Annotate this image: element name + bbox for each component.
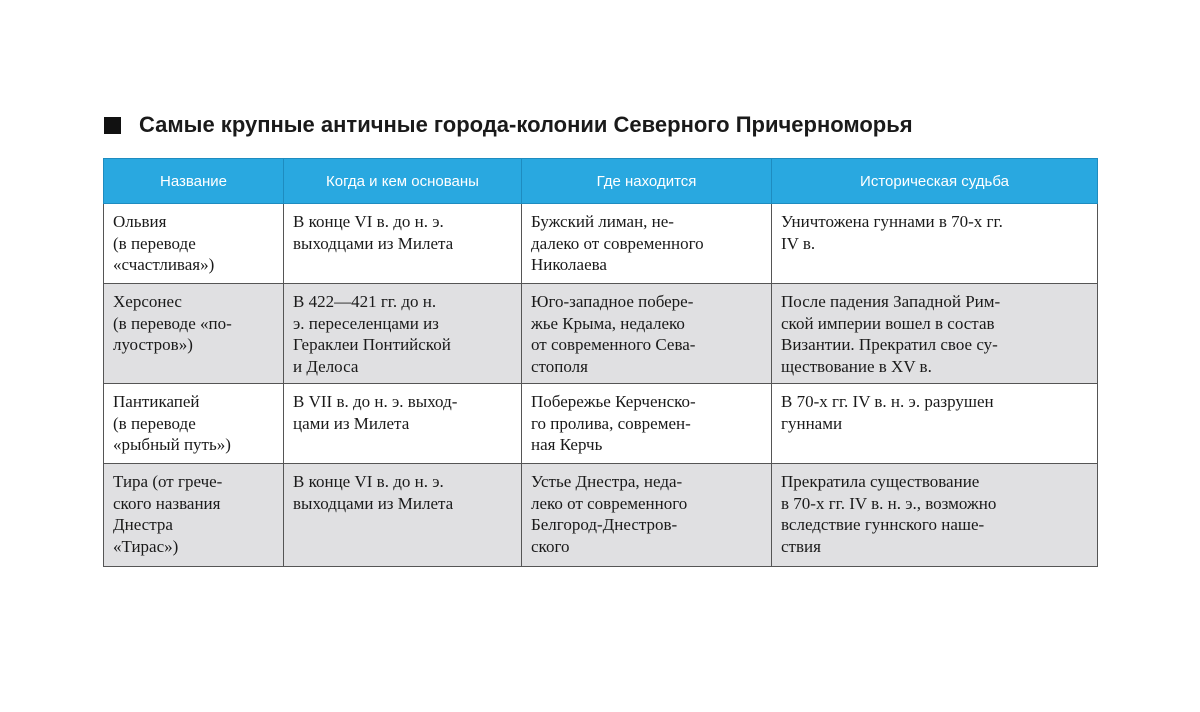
header-fate: Историческая судьба: [772, 159, 1098, 204]
cell-name: Тира (от грече- ского названия Днестра «Тирас»): [104, 464, 284, 567]
square-bullet-icon: [104, 117, 121, 134]
cell-fate: Прекратила существование в 70-х гг. IV в. н. э., возможно вследствие гуннского наше- ствия: [772, 464, 1098, 567]
table-title-text: Самые крупные античные города-колонии Северного Причерноморья: [139, 112, 913, 137]
header-founded: Когда и кем основаны: [284, 159, 522, 204]
cell-founded: В конце VI в. до н. э. выходцами из Милета: [284, 464, 522, 567]
table-header-row: [104, 159, 1098, 204]
colonies-table: [103, 158, 1098, 567]
table-row: [104, 384, 1098, 464]
table-row: [104, 464, 1098, 567]
table-row: [104, 284, 1098, 384]
cell-fate: В 70-х гг. IV в. н. э. разрушен гуннами: [772, 384, 1098, 464]
cell-location: Побережье Керченско- го пролива, современ- ная Керчь: [522, 384, 772, 464]
cell-founded: В 422—421 гг. до н. э. переселенцами из Гераклеи Понтийской и Делоса: [284, 284, 522, 384]
cell-founded: В VII в. до н. э. выход- цами из Милета: [284, 384, 522, 464]
cell-name: Пантикапей (в переводе «рыбный путь»): [104, 384, 284, 464]
cell-location: Устье Днестра, неда- леко от современного Белгород-Днестров- ского: [522, 464, 772, 567]
cell-name: Херсонес (в переводе «по- луостров»): [104, 284, 284, 384]
cell-location: Юго-западное побере- жье Крыма, недалеко от современного Сева- стополя: [522, 284, 772, 384]
table-title: [104, 112, 913, 138]
header-location: Где находится: [522, 159, 772, 204]
cell-location: Бужский лиман, не- далеко от современного Николаева: [522, 204, 772, 284]
cell-fate: Уничтожена гуннами в 70-х гг. IV в.: [772, 204, 1098, 284]
cell-founded: В конце VI в. до н. э. выходцами из Милета: [284, 204, 522, 284]
header-name: Название: [104, 159, 284, 204]
cell-fate: После падения Западной Рим- ской империи вошел в состав Византии. Прекратил свое су- ществование в XV в.: [772, 284, 1098, 384]
cell-name: Ольвия (в переводе «счастливая»): [104, 204, 284, 284]
table-row: [104, 204, 1098, 284]
